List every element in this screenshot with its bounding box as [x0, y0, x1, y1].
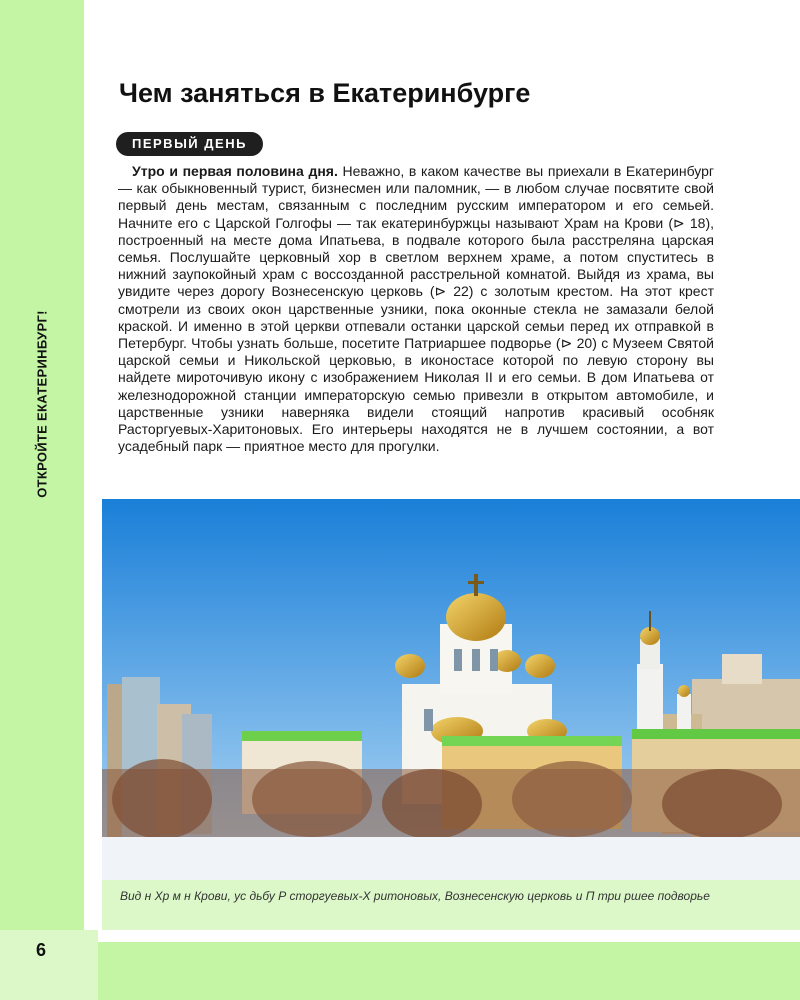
bottom-bar: [98, 942, 800, 1000]
photo-caption: Вид н Хр м н Крови, ус дьбу Р сторгуевых-Х ритоновых, Вознесенскую церковь и П три ршее подворье: [120, 889, 710, 903]
body-text: Неважно, в каком качестве вы приехали в Екатеринбург — как обыкновенный турист, бизнесмен или паломник, — в любом случае посвятите свой первый день местам, связанным с последним русским императором и его семьей. Начните его с Царской Голгофы — так екатеринбуржцы называют Храм на Крови (⊳ 18), построенный на месте дома Ипатьева, в подвале которого была расстреляна царская семья. Послушайте церковный хор в светлом верхнем храме, а потом спуститесь в нижний заупокойный храм с воссозданной расстрельной комнатой. Выйдя из храма, вы увидите через дорогу Вознесенскую церковь (⊳ 22) с золотым крестом. На этот крест смотрели из своих окон царственные узники, пока оконные стекла не замазали белой краской. И именно в этой церкви отпевали останки царской семьи перед их отправкой в Петербург. Чтобы узнать больше, посетите Патриаршее подворье (⊳ 20) с Музеем Святой царской семьи и Никольской церковью, в иконостасе которой по левую сторону вы найдете мироточивую икону с изображением Николая II и его семьи. В дом Ипатьева от железнодорожной станции императорскую семью привезли в открытом автомобиле, и царственные узники наверняка видели стоящий напротив красивый особняк Расторгуевых-Харитоновых. Его интерьеры находятся не в лучшем состоянии, а вот усадебный парк — приятное место для прогулки.: [118, 163, 715, 455]
sidebar: [0, 0, 84, 930]
page-title: Чем заняться в Екатеринбурге: [119, 78, 531, 108]
page-number-box: [0, 930, 98, 1000]
frozen-pond: [102, 837, 800, 880]
body-paragraph: [118, 163, 714, 455]
photo-cathedral-on-blood: [102, 499, 800, 880]
bare-trees: [102, 759, 800, 844]
lead-in: Утро и первая половина дня.: [132, 163, 338, 179]
page-number: 6: [36, 940, 47, 960]
section-badge: ПЕРВЫЙ ДЕНЬ: [116, 132, 263, 156]
sidebar-label: ОТКРОЙТЕ ЕКАТЕРИНБУРГ!: [34, 310, 50, 498]
